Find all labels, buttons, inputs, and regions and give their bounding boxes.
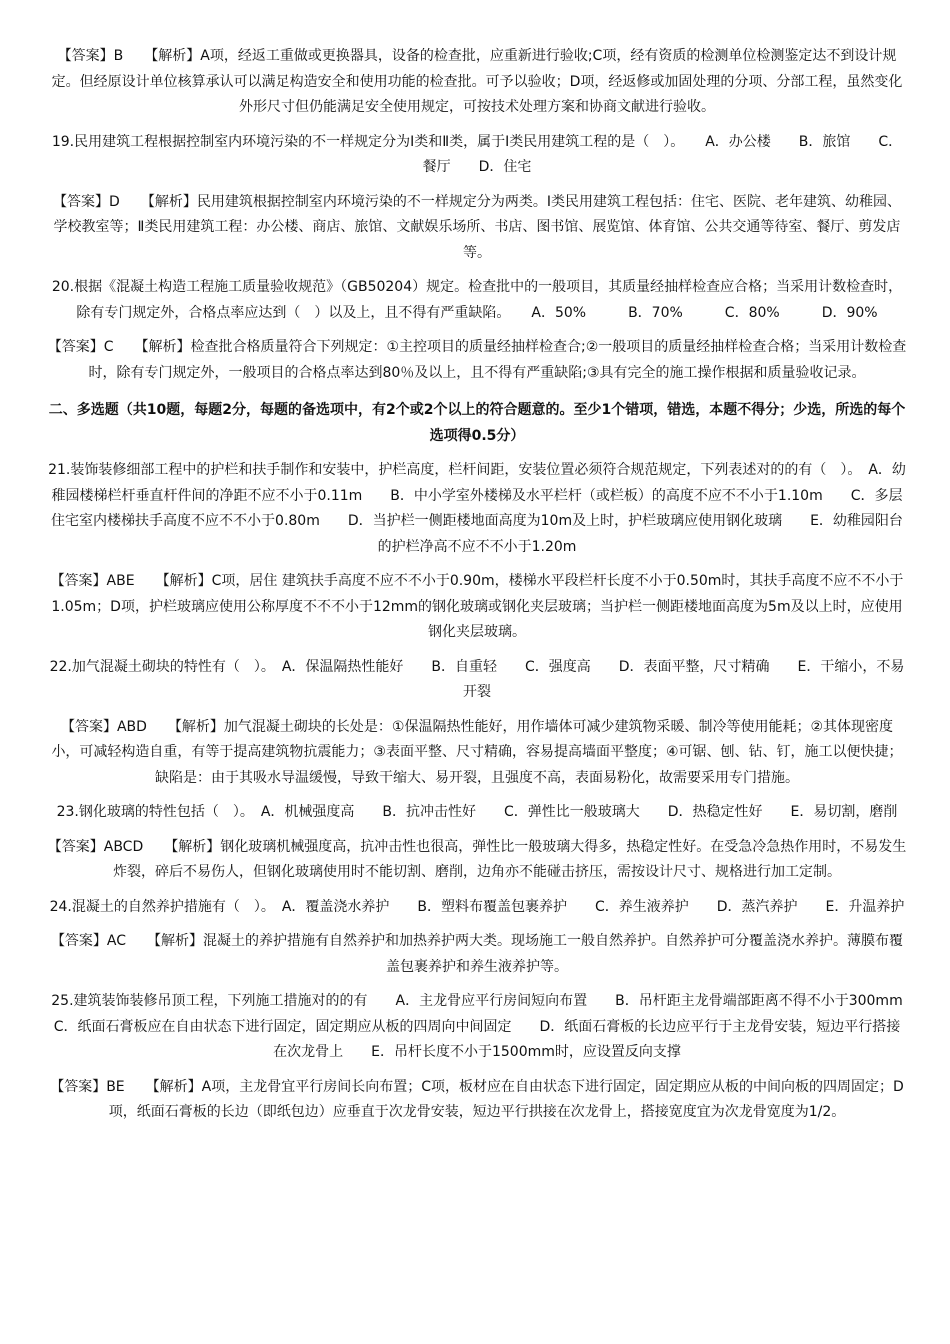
section-heading-multiple-choice: 二、多选题（共10题，每题2分，每题的备选项中，有2个或2个以上的符合题意的。至少1个错项，错选，本题不得分；少选，所选的每个选项得0.5分） bbox=[48, 402, 906, 444]
document-page bbox=[47, 44, 931, 1126]
answer-24: 【答案】AC 【解析】混凝土的养护措施有自然养护和加热养护两大类。现场施工一般自然养护。自然养护可分覆盖浇水养护。薄膜布覆盖包裹养护和养生液养护等。 bbox=[50, 933, 904, 975]
answer-23: 【答案】ABCD 【解析】钢化玻璃机械强度高，抗冲击性也很高，弹性比一般玻璃大得多，热稳定性好。在受急冷急热作用时，不易发生炸裂，碎后不易伤人，但钢化玻璃使用时不能切割、磨削，边角亦不能碰击挤压，需按设计尺寸、规格进行加工定制。 bbox=[47, 838, 907, 880]
answer-22: 【答案】ABD 【解析】加气混凝土砌块的长处是：①保温隔热性能好，用作墙体可减少建筑物采暖、制冷等使用能耗；②其体现密度小，可减轻构造自重，有等于提高建筑物抗震能力；③表面平整、尺寸精确，容易提高墙面平整度；④可锯、刨、钻、钉，施工以便快捷；缺陷是：由于其吸水导温缓慢，导致干缩大、易开裂，且强度不高，表面易粉化，故需要采用专门措施。 bbox=[51, 718, 903, 786]
answer-19: 【答案】D 【解析】民用建筑根据控制室内环境污染的不一样规定分为两类。Ⅰ类民用建筑工程包括：住宅、医院、老年建筑、幼稚园、学校教室等；Ⅱ类民用建筑工程：办公楼、商店、旅馆、文献娱乐场所、书店、图书馆、展览馆、体育馆、公共交通等待室、餐厅、剪发店等。 bbox=[53, 193, 901, 261]
question-23: 23.钢化玻璃的特性包括（ ）。 A．机械强度高 B．抗冲击性好 C．弹性比一般玻璃大 D．热稳定性好 E．易切割，磨削 bbox=[56, 804, 898, 820]
question-22: 22.加气混凝土砌块的特性有（ ）。 A．保温隔热性能好 B．自重轻 C．强度高 D．表面平整，尺寸精确 E．干缩小，不易开裂 bbox=[49, 658, 905, 700]
answer-20: 【答案】C 【解析】检查批合格质量符合下列规定：①主控项目的质量经抽样检查合;②一般项目的质量经抽样检查合格；当采用计数检查时，除有专门规定外，一般项目的合格点率达到80％及以上，且不得有严重缺陷;③具有完全的施工操作根据和质量验收记录。 bbox=[47, 339, 907, 381]
question-20: 20.根据《混凝土构造工程施工质量验收规范》（GB50204）规定。检查批中的一般项目，其质量经抽样检查应合格；当采用计数检查时，除有专门规定外，合格点率应达到（ ）以及上，且不得有严重缺陷。 A．50% B．70% C．80% D．90% bbox=[51, 279, 903, 321]
question-24: 24.混凝土的自然养护措施有（ ）。 A．覆盖浇水养护 B．塑料布覆盖包裹养护 C．养生液养护 D．蒸汽养护 E．升温养护 bbox=[49, 898, 905, 915]
question-21: 21.装饰装修细部工程中的护栏和扶手制作和安装中，护栏高度，栏杆间距，安装位置必须符合规范规定，下列表述对的的有（ ）。 A．幼稚园楼梯栏杆垂直杆件间的净距不应不小于0.11m B．中小学室外楼梯及水平栏杆（或栏板）的高度不应不不小于1.10m C．多层住宅室内楼梯扶手高度不应不不小于0.80m D．当护栏一侧距楼地面高度为10m及上时，护栏玻璃应使用钢化玻璃 E．幼稚园阳台的护栏净高不应不不小于1.20m bbox=[48, 462, 906, 555]
answer-18: 【答案】B 【解析】A项，经返工重做或更换器具，设备的检查批，应重新进行验收;C项，经有资质的检测单位检测鉴定达不到设计规定。但经原设计单位核算承认可以满足构造安全和使用功能的检查批。可予以验收；D项，经返修或加固处理的分项、分部工程，虽然变化外形尺寸但仍能满足安全使用规定，可按技术处理方案和协商文献进行验收。 bbox=[51, 48, 903, 115]
question-19: 19.民用建筑工程根据控制室内环境污染的不一样规定分为Ⅰ类和Ⅱ类，属于Ⅰ类民用建筑工程的是（ ）。 A．办公楼 B．旅馆 C．餐厅 D．住宅 bbox=[51, 133, 903, 175]
answer-21: 【答案】ABE 【解析】C项，居住 建筑扶手高度不应不不小于0.90m，楼梯水平段栏杆长度不小于0.50m时，其扶手高度不应不不小于1.05m；D项，护栏玻璃应使用公称厚度不不不小于12mm的钢化玻璃或钢化夹层玻璃；当护栏一侧距楼地面高度为5m及以上时，应使用钢化夹层玻璃。 bbox=[50, 573, 904, 640]
answer-25: 【答案】BE 【解析】A项，主龙骨宜平行房间长向布置；C项，板材应在自由状态下进行固定，固定期应从板的中间向板的四周固定；D项，纸面石膏板的长边（即纸包边）应垂直于次龙骨安装，短边平行拱接在次龙骨上，搭接宽度宜为次龙骨宽度为1/2。 bbox=[50, 1078, 904, 1120]
question-25: 25.建筑装饰装修吊顶工程，下列施工措施对的的有 A．主龙骨应平行房间短向布置 B．吊杆距主龙骨端部距离不得不小于300mm C．纸面石膏板应在自由状态下进行固定，固定期应从板的四周向中间固定 D．纸面石膏板的长边应平行于主龙骨安装，短边平行搭接在次龙骨上 E．吊杆长度不小于1500mm时，应设置反向支撑 bbox=[51, 993, 931, 1060]
